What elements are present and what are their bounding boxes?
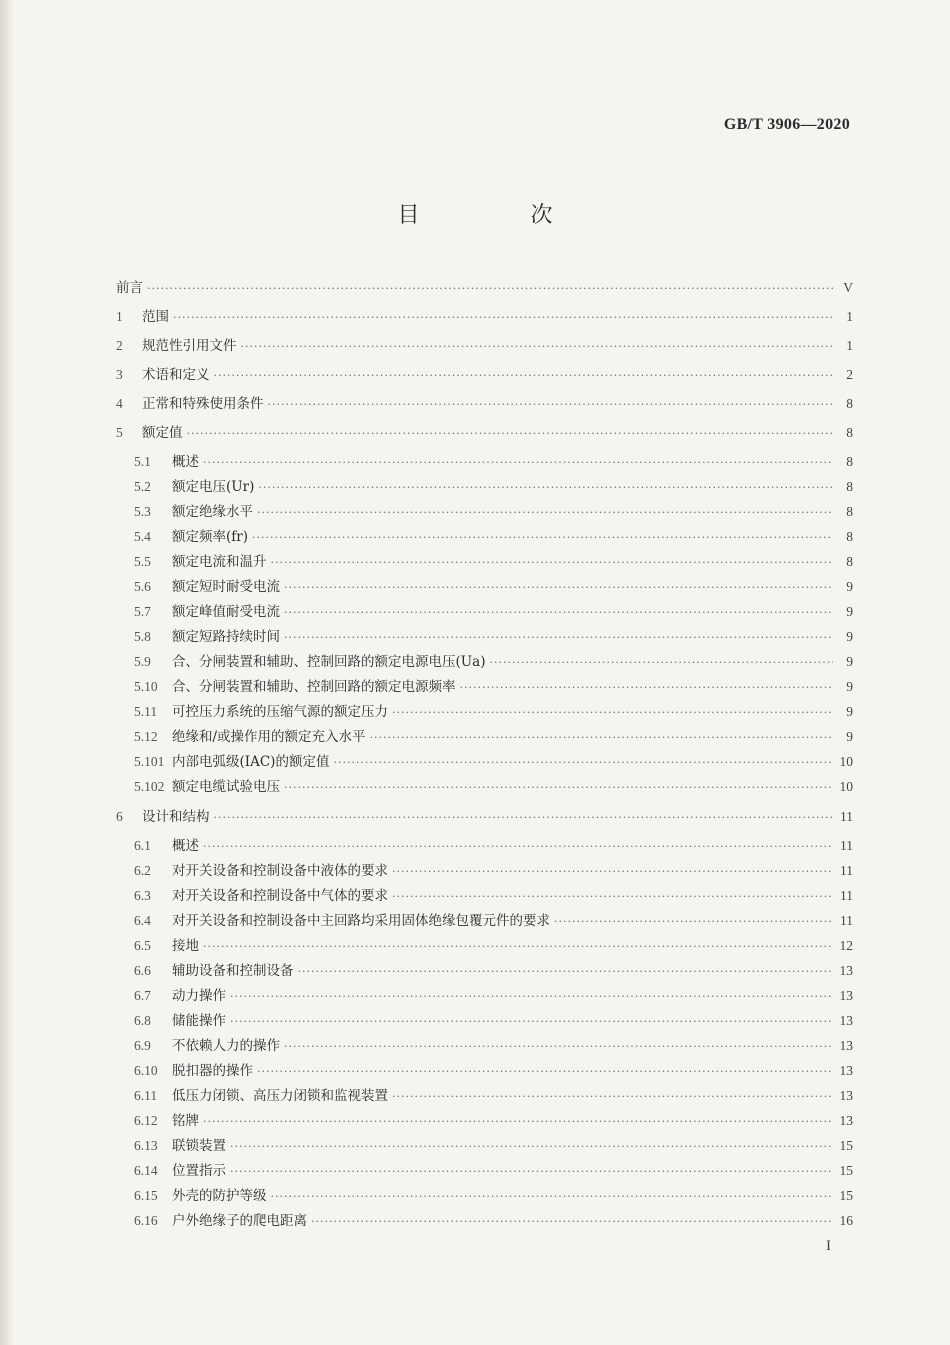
toc-dot-leader — [284, 781, 833, 794]
toc-entry-number: 6.11 — [134, 1088, 158, 1103]
toc-entry-page: 13 — [839, 1013, 853, 1028]
toc-dot-leader — [257, 1065, 833, 1078]
toc-entry-page: 8 — [846, 454, 853, 469]
toc-entry[interactable] — [116, 1009, 853, 1034]
toc-entry-number: 6.6 — [134, 963, 151, 978]
toc-entry-page: 8 — [846, 554, 853, 569]
toc-entry[interactable] — [116, 934, 853, 959]
page-number: I — [826, 1238, 831, 1254]
toc-entry-title: 合、分闸装置和辅助、控制回路的额定电源频率 — [172, 679, 456, 695]
toc-entry-number: 6.16 — [134, 1213, 158, 1228]
toc-entry-page: 16 — [839, 1213, 853, 1228]
toc-entry[interactable] — [116, 525, 853, 550]
toc-entry[interactable] — [116, 725, 853, 750]
toc-entry-title: 额定电压(Ur) — [172, 479, 255, 495]
toc-dot-leader — [489, 656, 833, 669]
toc-entry-number: 5.9 — [134, 654, 151, 669]
toc-dot-leader — [370, 731, 833, 744]
toc-entry-page: 13 — [839, 1038, 853, 1053]
toc-entry-number: 5.6 — [134, 579, 151, 594]
toc-entry[interactable] — [116, 834, 853, 859]
toc-entry-page: 11 — [840, 863, 853, 878]
toc-entry-page: 10 — [839, 754, 853, 769]
toc-entry-number: 2 — [116, 338, 123, 353]
toc-dot-leader — [203, 940, 833, 953]
page-title: 目 次 — [397, 203, 605, 228]
toc-entry-title: 对开关设备和控制设备中液体的要求 — [172, 863, 388, 879]
toc-dot-leader — [203, 456, 833, 469]
toc-entry[interactable] — [116, 1109, 853, 1134]
toc-dot-leader — [257, 506, 833, 519]
toc-entry[interactable] — [116, 550, 853, 575]
toc-dot-leader — [230, 1140, 833, 1153]
toc-entry[interactable] — [116, 363, 853, 392]
toc-entry-number: 5.1 — [134, 454, 151, 469]
toc-entry-title: 低压力闭锁、高压力闭锁和监视装置 — [172, 1088, 388, 1104]
toc-entry-title: 内部电弧级(IAC)的额定值 — [172, 754, 330, 770]
toc-dot-leader — [268, 398, 834, 411]
toc-dot-leader — [298, 965, 834, 978]
toc-entry[interactable] — [116, 1159, 853, 1184]
toc-entry-page: 13 — [839, 988, 853, 1003]
toc-entry-page: 8 — [846, 529, 853, 544]
toc-entry-page: 8 — [846, 479, 853, 494]
toc-dot-leader — [392, 706, 833, 719]
toc-entry-title: 额定短路持续时间 — [172, 629, 280, 645]
toc-entry-number: 5.2 — [134, 479, 151, 494]
table-of-contents — [116, 276, 853, 1234]
toc-entry-title: 可控压力系统的压缩气源的额定压力 — [172, 704, 388, 720]
toc-dot-leader — [554, 915, 833, 928]
toc-entry[interactable] — [116, 392, 853, 421]
toc-dot-leader — [230, 990, 833, 1003]
toc-entry-number: 6.12 — [134, 1113, 158, 1128]
toc-entry-page: V — [843, 280, 853, 295]
toc-entry-page: 13 — [839, 1088, 853, 1103]
toc-entry-page: 15 — [839, 1138, 853, 1153]
toc-dot-leader — [230, 1165, 833, 1178]
toc-entry-number: 6.15 — [134, 1188, 158, 1203]
toc-entry-number: 5.3 — [134, 504, 151, 519]
toc-entry[interactable] — [116, 959, 853, 984]
toc-dot-leader — [203, 1115, 833, 1128]
toc-dot-leader — [214, 369, 834, 382]
toc-entry-title: 额定电流和温升 — [172, 554, 267, 570]
toc-entry[interactable] — [116, 1184, 853, 1209]
toc-entry[interactable] — [116, 475, 853, 500]
toc-entry-title: 外壳的防护等级 — [172, 1188, 267, 1204]
toc-entry-page: 13 — [839, 1063, 853, 1078]
toc-entry-title: 动力操作 — [172, 988, 226, 1004]
toc-entry[interactable] — [116, 859, 853, 884]
toc-entry-page: 2 — [846, 367, 853, 382]
toc-dot-leader — [187, 427, 834, 440]
toc-entry-title: 辅助设备和控制设备 — [172, 963, 294, 979]
toc-entry-number: 6.4 — [134, 913, 151, 928]
toc-entry[interactable] — [116, 984, 853, 1009]
toc-entry-title: 合、分闸装置和辅助、控制回路的额定电源电压(Ua) — [172, 654, 486, 670]
toc-entry[interactable] — [116, 305, 853, 334]
toc-entry-number: 6.1 — [134, 838, 151, 853]
toc-entry-page: 9 — [846, 654, 853, 669]
toc-dot-leader — [258, 481, 833, 494]
toc-entry-number: 4 — [116, 396, 123, 411]
toc-entry[interactable] — [116, 805, 853, 834]
toc-entry-page: 9 — [846, 604, 853, 619]
toc-entry-title: 铭牌 — [172, 1113, 199, 1129]
toc-entry-title: 规范性引用文件 — [142, 338, 237, 354]
toc-entry-number: 6.5 — [134, 938, 151, 953]
toc-entry-page: 1 — [846, 338, 853, 353]
toc-entry-title: 正常和特殊使用条件 — [142, 396, 264, 412]
toc-entry-number: 6 — [116, 809, 123, 824]
toc-dot-leader — [271, 1190, 834, 1203]
toc-dot-leader — [392, 1090, 833, 1103]
toc-entry-number: 5.8 — [134, 629, 151, 644]
toc-dot-leader — [284, 1040, 833, 1053]
toc-entry[interactable] — [116, 1084, 853, 1109]
toc-entry-title: 额定绝缘水平 — [172, 504, 253, 520]
toc-entry[interactable] — [116, 750, 853, 775]
toc-entry-title: 户外绝缘子的爬电距离 — [172, 1213, 307, 1229]
toc-entry-number: 6.3 — [134, 888, 151, 903]
toc-entry-page: 9 — [846, 629, 853, 644]
toc-entry[interactable] — [116, 1209, 853, 1234]
toc-entry[interactable] — [116, 575, 853, 600]
document-code: GB/T 3906—2020 — [723, 116, 850, 133]
toc-entry-number: 6.13 — [134, 1138, 158, 1153]
toc-entry-page: 9 — [846, 679, 853, 694]
toc-entry-title: 额定短时耐受电流 — [172, 579, 280, 595]
toc-entry-title: 不依赖人力的操作 — [172, 1038, 280, 1054]
toc-entry-page: 11 — [840, 838, 853, 853]
toc-entry-title: 对开关设备和控制设备中主回路均采用固体绝缘包覆元件的要求 — [172, 913, 550, 929]
toc-dot-leader — [252, 531, 833, 544]
toc-entry-title: 额定值 — [142, 425, 183, 441]
toc-entry-page: 15 — [839, 1163, 853, 1178]
toc-entry-number: 1 — [116, 309, 123, 324]
toc-dot-leader — [271, 556, 834, 569]
toc-entry[interactable] — [116, 450, 853, 475]
toc-entry[interactable] — [116, 775, 853, 800]
toc-entry-number: 6.7 — [134, 988, 151, 1003]
toc-entry[interactable] — [116, 334, 853, 363]
toc-dot-leader — [284, 581, 833, 594]
toc-entry-title: 前言 — [116, 280, 143, 296]
toc-entry-page: 10 — [839, 779, 853, 794]
toc-entry-page: 9 — [846, 579, 853, 594]
toc-entry[interactable] — [116, 600, 853, 625]
toc-entry-title: 术语和定义 — [142, 367, 210, 383]
toc-entry[interactable] — [116, 625, 853, 650]
toc-entry-number: 6.2 — [134, 863, 151, 878]
toc-entry-title: 概述 — [172, 838, 199, 854]
toc-entry-number: 5.11 — [134, 704, 158, 719]
toc-dot-leader — [392, 890, 833, 903]
toc-entry-title: 设计和结构 — [142, 809, 210, 825]
toc-entry[interactable] — [116, 884, 853, 909]
toc-dot-leader — [460, 681, 834, 694]
toc-entry[interactable] — [116, 1059, 853, 1084]
toc-entry-page: 11 — [840, 888, 853, 903]
toc-entry-title: 概述 — [172, 454, 199, 470]
toc-entry-number: 3 — [116, 367, 123, 382]
toc-entry-title: 范围 — [142, 309, 169, 325]
toc-entry-number: 5.5 — [134, 554, 151, 569]
toc-entry[interactable] — [116, 650, 853, 675]
toc-entry[interactable] — [116, 500, 853, 525]
toc-entry-page: 8 — [846, 504, 853, 519]
toc-entry-number: 5.4 — [134, 529, 151, 544]
toc-entry-title: 绝缘和/或操作用的额定充入水平 — [172, 729, 366, 745]
toc-dot-leader — [284, 631, 833, 644]
toc-entry-page: 1 — [846, 309, 853, 324]
toc-entry-title: 位置指示 — [172, 1163, 226, 1179]
toc-entry-title: 脱扣器的操作 — [172, 1063, 253, 1079]
toc-entry-title: 接地 — [172, 938, 199, 954]
toc-entry-page: 13 — [839, 963, 853, 978]
toc-dot-leader — [173, 311, 833, 324]
toc-entry-page: 11 — [840, 913, 853, 928]
toc-dot-leader — [241, 340, 834, 353]
toc-entry-title: 额定电缆试验电压 — [172, 779, 280, 795]
toc-entry-title: 额定频率(fr) — [172, 529, 248, 545]
toc-entry[interactable] — [116, 675, 853, 700]
toc-entry-number: 5.12 — [134, 729, 158, 744]
toc-dot-leader — [284, 606, 833, 619]
toc-entry-number: 6.9 — [134, 1038, 151, 1053]
toc-entry-title: 联锁装置 — [172, 1138, 226, 1154]
toc-entry-page: 15 — [839, 1188, 853, 1203]
toc-entry-number: 5.101 — [134, 754, 165, 769]
toc-entry-page: 8 — [846, 396, 853, 411]
toc-entry[interactable] — [116, 909, 853, 934]
toc-entry[interactable] — [116, 700, 853, 725]
toc-dot-leader — [147, 282, 833, 295]
toc-dot-leader — [333, 756, 833, 769]
toc-entry-number: 6.10 — [134, 1063, 158, 1078]
toc-entry-title: 额定峰值耐受电流 — [172, 604, 280, 620]
toc-entry-number: 5.102 — [134, 779, 165, 794]
toc-dot-leader — [311, 1215, 833, 1228]
toc-entry-title: 储能操作 — [172, 1013, 226, 1029]
toc-dot-leader — [214, 811, 834, 824]
toc-entry-number: 5.7 — [134, 604, 151, 619]
toc-entry-page: 9 — [846, 704, 853, 719]
toc-entry-page: 12 — [839, 938, 853, 953]
toc-entry-title: 对开关设备和控制设备中气体的要求 — [172, 888, 388, 904]
toc-entry[interactable] — [116, 1034, 853, 1059]
toc-entry-number: 5 — [116, 425, 123, 440]
toc-entry-page: 9 — [846, 729, 853, 744]
toc-entry-page: 13 — [839, 1113, 853, 1128]
toc-entry[interactable] — [116, 276, 853, 305]
toc-dot-leader — [230, 1015, 833, 1028]
toc-entry-page: 8 — [846, 425, 853, 440]
toc-entry-number: 6.8 — [134, 1013, 151, 1028]
toc-entry-page: 11 — [840, 809, 853, 824]
toc-entry-number: 6.14 — [134, 1163, 158, 1178]
toc-entry[interactable] — [116, 421, 853, 450]
toc-dot-leader — [392, 865, 833, 878]
toc-dot-leader — [203, 840, 833, 853]
toc-entry[interactable] — [116, 1134, 853, 1159]
toc-entry-number: 5.10 — [134, 679, 158, 694]
